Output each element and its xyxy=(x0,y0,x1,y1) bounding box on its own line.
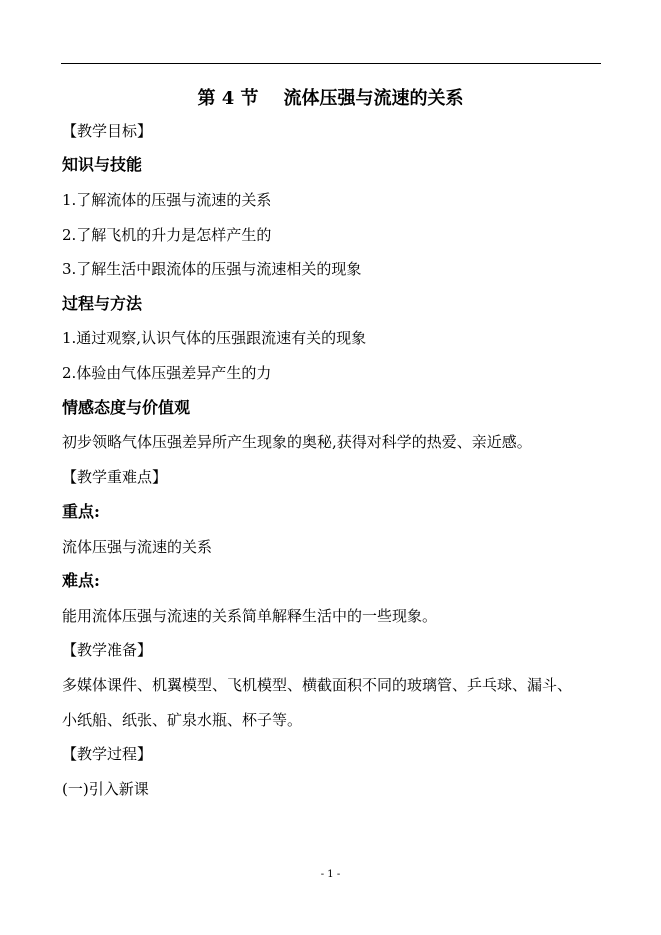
paragraph: 初步领略气体压强差异所产生现象的奥秘,获得对科学的热爱、亲近感。 xyxy=(62,433,532,451)
section-heading-process: 【教学过程】 xyxy=(62,745,153,763)
list-item: 1.了解流体的压强与流速的关系 xyxy=(62,191,272,209)
list-item: 2.体验由气体压强差异产生的力 xyxy=(62,364,272,382)
subheading-difficulty: 难点: xyxy=(62,571,100,590)
subheading-knowledge-skills: 知识与技能 xyxy=(62,155,143,174)
section-heading-key-points: 【教学重难点】 xyxy=(62,468,168,486)
list-item: 3.了解生活中跟流体的压强与流速相关的现象 xyxy=(62,260,362,278)
paragraph-continuation: 小纸船、纸张、矿泉水瓶、杯子等。 xyxy=(62,711,303,729)
page-number: - 1 - xyxy=(320,869,341,880)
list-item: 2.了解飞机的升力是怎样产生的 xyxy=(62,226,272,244)
document-title: 第 4 节 流体压强与流速的关系 xyxy=(197,88,464,109)
subsection-intro: (一)引入新课 xyxy=(62,780,149,798)
paragraph: 多媒体课件、机翼模型、飞机模型、横截面积不同的玻璃管、乒乓球、漏斗、 xyxy=(62,676,573,694)
section-heading-preparation: 【教学准备】 xyxy=(62,641,153,659)
list-item: 1.通过观察,认识气体的压强跟流速有关的现象 xyxy=(62,329,367,347)
header-rule xyxy=(61,63,601,64)
paragraph: 流体压强与流速的关系 xyxy=(62,538,213,556)
paragraph: 能用流体压强与流速的关系简单解释生活中的一些现象。 xyxy=(62,607,438,625)
subheading-key-point: 重点: xyxy=(62,502,100,521)
subheading-attitudes-values: 情感态度与价值观 xyxy=(62,398,191,417)
subheading-process-methods: 过程与方法 xyxy=(62,294,143,313)
section-heading-objectives: 【教学目标】 xyxy=(62,122,153,140)
